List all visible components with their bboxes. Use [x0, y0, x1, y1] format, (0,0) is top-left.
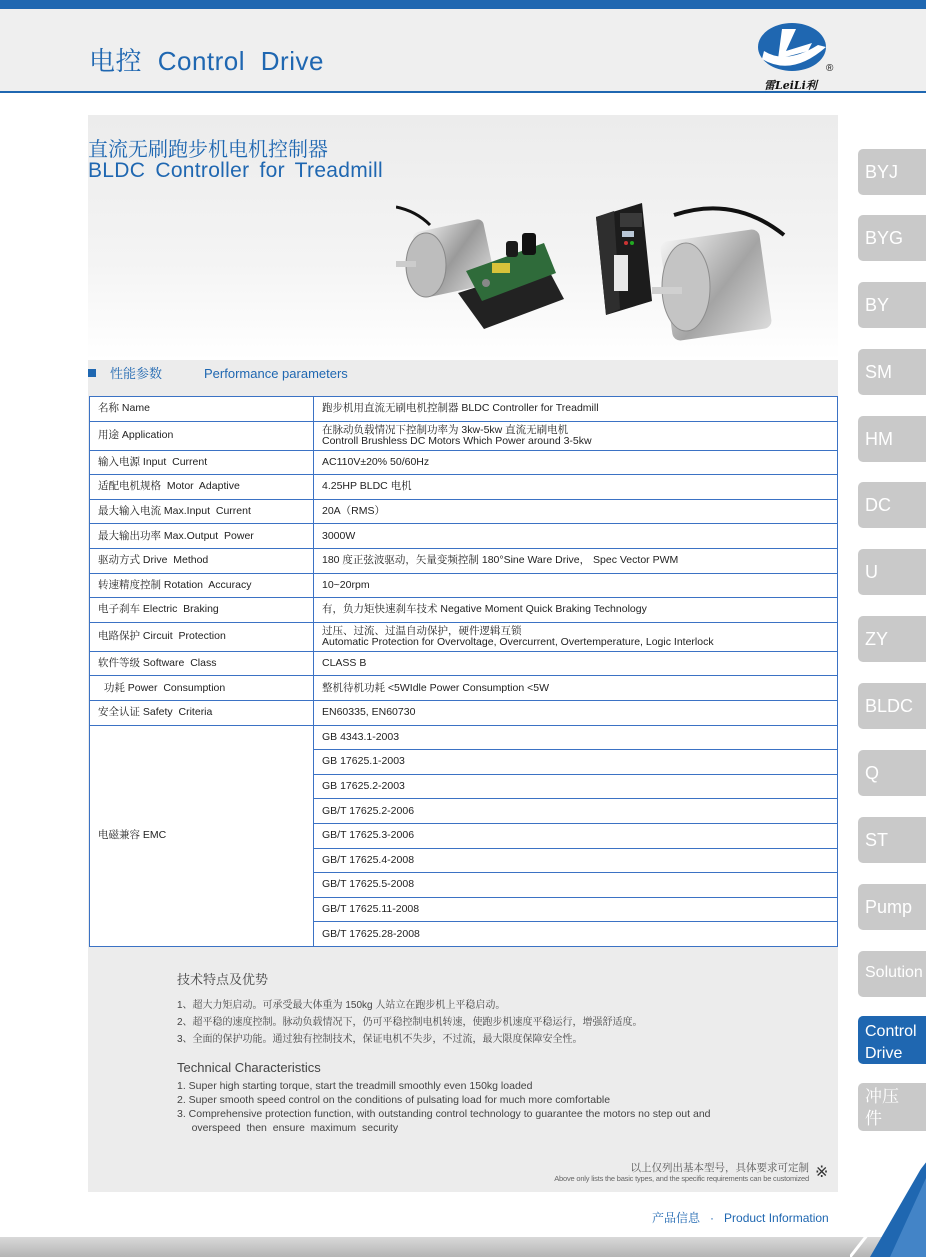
spec-row — [90, 676, 838, 701]
page-header — [0, 9, 926, 93]
footer-cn: 产品信息 — [652, 1211, 701, 1225]
spec-table-body — [90, 397, 838, 947]
spec-value-line: 180 度正弦波驱动，矢量变频控制 180°Sine Ware Drive， Spec Vector PWM — [322, 554, 679, 567]
features-en-item: 1. Super high starting torque, start the treadmill smoothly even 150kg loaded — [177, 1080, 533, 1092]
sidebar-tab-label: 件 — [865, 1109, 882, 1128]
sidebar-tab-label: BY — [865, 295, 890, 315]
sidebar-tab-label: Control — [865, 1023, 917, 1040]
sidebar-tab-hm[interactable] — [858, 416, 926, 462]
sidebar-tab-label: BYJ — [865, 162, 899, 182]
sidebar-tab-bldc[interactable] — [858, 683, 926, 729]
spec-row — [90, 450, 838, 475]
spec-value-line: CLASS B — [322, 657, 367, 670]
emc-label-cell: 电磁兼容 EMC — [90, 725, 314, 946]
spec-key-cell: 适配电机规格 Motor Adaptive — [90, 475, 314, 500]
spec-key-cell: 输入电源 Input Current — [90, 450, 314, 475]
sidebar-tab-pump[interactable] — [858, 884, 926, 930]
spec-key-cell: 驱动方式 Drive Method — [90, 548, 314, 573]
spec-row — [90, 573, 838, 598]
spec-row — [90, 524, 838, 549]
spec-key-cell: 电子刹车 Electric Braking — [90, 598, 314, 623]
spec-row — [90, 651, 838, 676]
spec-value-line: Automatic Protection for Overvoltage, Overcurrent, Overtemperature, Logic Interlock — [322, 635, 714, 648]
spec-value-line: EN60335, EN60730 — [322, 706, 416, 719]
sidebar-tab-q[interactable] — [858, 750, 926, 796]
footer-separator: · — [710, 1211, 715, 1225]
motor-with-driver-photo — [594, 195, 789, 345]
spec-row — [90, 622, 838, 651]
spec-value-cell — [314, 598, 838, 623]
sidebar-tab-label: DC — [865, 495, 891, 515]
customization-note-cn: 以上仅列出基本型号，具体要求可定制 — [630, 1162, 809, 1174]
logo-text: 雷LeiLi利 — [764, 79, 817, 92]
spec-value-cell — [314, 622, 838, 651]
spec-value-line: 有，负力矩快速刹车技术 Negative Moment Quick Braking Technology — [322, 603, 647, 616]
spec-value-cell — [314, 499, 838, 524]
emc-standard-cell: GB/T 17625.4-2008 — [314, 848, 838, 873]
spec-row — [90, 700, 838, 725]
spec-value-line: 跑步机用直流无刷电机控制器 BLDC Controller for Treadmill — [322, 402, 599, 415]
sidebar-tab-byg[interactable] — [858, 215, 926, 261]
brand-logo — [756, 21, 838, 93]
sidebar-tab-label: SM — [865, 362, 892, 382]
spec-value-cell — [314, 548, 838, 573]
spec-value-cell — [314, 676, 838, 701]
features-en-item: 3. Comprehensive protection function, with outstanding control technology to guarantee the motors no step out and — [177, 1108, 711, 1120]
spec-value-line: Controll Brushless DC Motors Which Power around 3-5kw — [322, 434, 592, 447]
spec-value-cell — [314, 421, 838, 450]
reference-mark-icon: ※ — [815, 1164, 829, 1181]
sidebar-tab-label: Solution — [865, 964, 923, 981]
spec-value-cell — [314, 475, 838, 500]
product-title-en: BLDC Controller for Treadmill — [88, 159, 383, 182]
features-cn-heading: 技术特点及优势 — [177, 972, 269, 987]
sidebar-tab-label: Pump — [865, 897, 913, 917]
sidebar-tab-zy[interactable] — [858, 616, 926, 662]
spec-row — [90, 499, 838, 524]
sidebar-tab-label: BYG — [865, 228, 904, 248]
features-cn-item: 2、超平稳的速度控制。脉动负载情况下，仍可平稳控制电机转速，使跑步机速度平稳运行，增强舒适度。 — [177, 1017, 643, 1028]
emc-row — [90, 725, 838, 750]
spec-value-line: AC110V±20% 50/60Hz — [322, 455, 430, 468]
sidebar-tab-label: Q — [865, 763, 880, 783]
spec-value-line: 整机待机功耗 <5WIdle Power Consumption <5W — [322, 681, 549, 694]
square-bullet-icon — [88, 369, 96, 377]
performance-heading — [88, 363, 348, 382]
emc-standard-cell: GB 17625.2-2003 — [314, 774, 838, 799]
spec-value-cell — [314, 700, 838, 725]
spec-value-line: 4.25HP BLDC 电机 — [322, 480, 412, 493]
spec-key-cell: 安全认证 Safety Criteria — [90, 700, 314, 725]
spec-row — [90, 598, 838, 623]
spec-value-line: 20A（RMS） — [322, 505, 386, 518]
sidebar-tab-label: 冲压 — [865, 1087, 899, 1106]
product-title-cn: 直流无刷跑步机电机控制器 — [88, 139, 328, 161]
spec-key-cell: 转速精度控制 Rotation Accuracy — [90, 573, 314, 598]
spec-value-line: 10~20rpm — [322, 578, 370, 591]
sidebar-tab-stamping-parts[interactable] — [858, 1083, 926, 1131]
features-cn — [177, 969, 643, 1048]
footer-band — [0, 1237, 926, 1257]
spec-value-cell — [314, 397, 838, 422]
spec-row — [90, 548, 838, 573]
emc-standard-cell: GB 17625.1-2003 — [314, 750, 838, 775]
spec-key-cell: 电路保护 Circuit Protection — [90, 622, 314, 651]
spec-value-line: 3000W — [322, 529, 356, 542]
customization-note-en: Above only lists the basic types, and the specific requirements can be customized — [554, 1174, 809, 1183]
emc-standard-cell: GB/T 17625.3-2006 — [314, 823, 838, 848]
sidebar-tab-label: BLDC — [865, 696, 914, 716]
sidebar-tab-label: ST — [865, 830, 889, 850]
features-cn-item: 3、全面的保护功能。通过独有控制技术，保证电机不失步，不过流，最大限度保障安全性。 — [177, 1034, 583, 1045]
features-en-item: overspeed then ensure maximum security — [177, 1122, 399, 1134]
sidebar-tab-control-drive[interactable] — [858, 1016, 926, 1064]
top-accent-bar — [0, 0, 926, 9]
corner-swoosh-decoration — [850, 1160, 926, 1257]
performance-heading-cn: 性能参数 — [110, 366, 163, 381]
sidebar-tab-st[interactable] — [858, 817, 926, 863]
spec-key-cell: 最大输入电流 Max.Input Current — [90, 499, 314, 524]
emc-standard-cell: GB/T 17625.11-2008 — [314, 897, 838, 922]
features-en-item: 2. Super smooth speed control on the conditions of pulsating load for much more comfortable — [177, 1094, 611, 1106]
features-en-heading: Technical Characteristics — [177, 1060, 321, 1075]
spec-value-cell — [314, 573, 838, 598]
spec-row — [90, 421, 838, 450]
sidebar-tab-dc[interactable] — [858, 482, 926, 528]
sidebar-tab-solution[interactable] — [858, 951, 926, 997]
footer-caption — [652, 1209, 829, 1226]
performance-heading-en: Performance parameters — [204, 366, 348, 381]
sidebar-tab-byj[interactable] — [858, 149, 926, 195]
spec-value-cell — [314, 651, 838, 676]
spec-key-cell: 软件等级 Software Class — [90, 651, 314, 676]
product-hero — [88, 115, 838, 381]
emc-standard-cell: GB/T 17625.28-2008 — [314, 922, 838, 947]
spec-row — [90, 397, 838, 422]
spec-value-cell — [314, 524, 838, 549]
sidebar-tab-by[interactable] — [858, 282, 926, 328]
emc-standard-cell: GB/T 17625.2-2006 — [314, 799, 838, 824]
spec-value-cell — [314, 450, 838, 475]
spec-key-cell: 功耗 Power Consumption — [90, 676, 314, 701]
sidebar-tab-label: HM — [865, 429, 893, 449]
sidebar-tab-sm[interactable] — [858, 349, 926, 395]
sidebar-tab-label: ZY — [865, 629, 889, 649]
spec-value-line: 过压、过流、过温自动保护，硬件逻辑互锁 — [322, 624, 522, 637]
spec-key-cell: 名称 Name — [90, 397, 314, 422]
footer-en: Product Information — [724, 1211, 829, 1225]
features-cn-item: 1、超大力矩启动。可承受最大体重为 150kg 人站立在跑步机上平稳启动。 — [177, 1000, 506, 1011]
registered-mark: ® — [826, 63, 834, 74]
spec-value-line: 在脉动负载情况下控制功率为 3kw-5kw 直流无刷电机 — [322, 423, 569, 436]
motor-with-pcb-photo — [396, 203, 566, 333]
emc-standard-cell: GB/T 17625.5-2008 — [314, 873, 838, 898]
sidebar-tab-label: Drive — [865, 1045, 903, 1062]
spec-row — [90, 475, 838, 500]
spec-key-cell: 用途 Application — [90, 421, 314, 450]
features-cn-list — [177, 997, 643, 1048]
emc-standard-cell: GB 4343.1-2003 — [314, 725, 838, 750]
features-en-list — [177, 1079, 711, 1135]
spec-table — [89, 396, 838, 947]
sidebar-tab-label: U — [865, 562, 878, 582]
spec-key-cell: 最大输出功率 Max.Output Power — [90, 524, 314, 549]
page-title: 电控 Control Drive — [89, 46, 324, 76]
features-en — [177, 1060, 711, 1135]
sidebar-tab-u[interactable] — [858, 549, 926, 595]
